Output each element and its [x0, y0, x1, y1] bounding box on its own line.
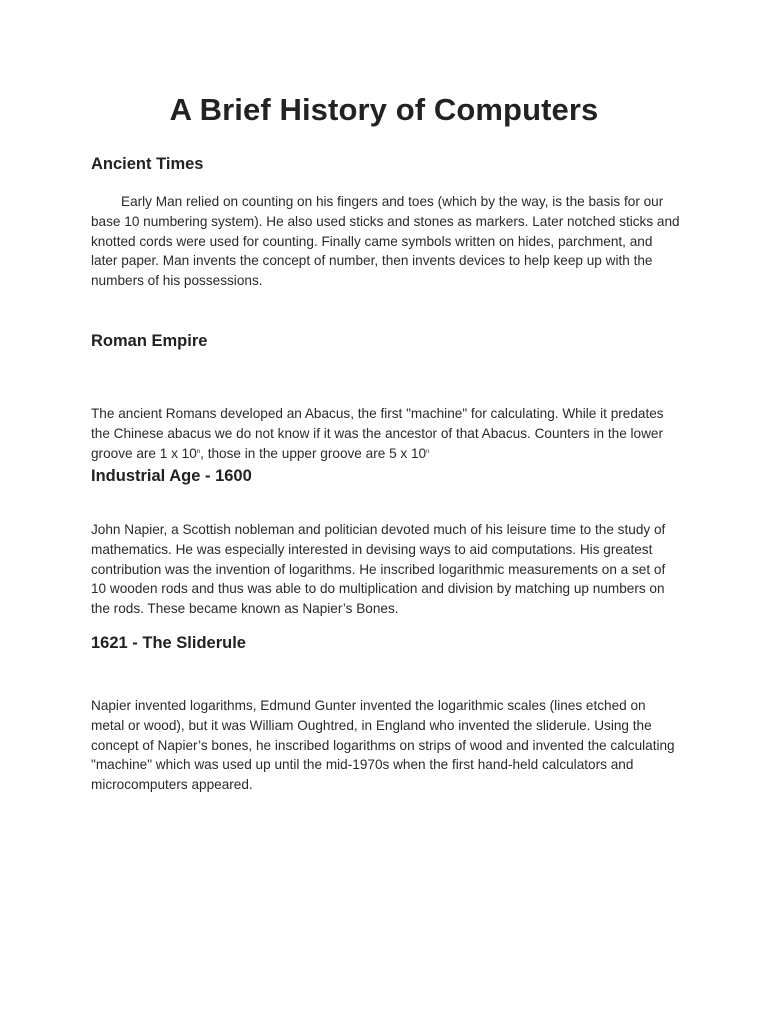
superscript-exponent: n [196, 448, 201, 455]
paragraph-roman-text-1: The ancient Romans developed an Abacus, the first "machine" for calculating. While it predates the Chinese abacus we do not know if it was the ancestor of that Abacus. Counters in the lower groove are 1 x 10 [91, 406, 664, 461]
heading-industrial-age: Industrial Age - 1600 [91, 467, 252, 485]
paragraph-sliderule: Napier invented logarithms, Edmund Gunter invented the logarithmic scales (lines etched on metal or wood), but it was William Oughtred, in England who invented the sliderule. Using the concept of Napier’s bones, he inscribed logarithms on strips of wood and invented the calculating "machine" which was used up until the mid-1970s when the first hand-held calculators and microcomputers appeared. [91, 698, 675, 793]
heading-roman-empire: Roman Empire [91, 332, 208, 350]
superscript-exponent: n [426, 448, 430, 455]
heading-sliderule: 1621 - The Sliderule [91, 634, 246, 652]
paragraph-ancient-times [91, 192, 681, 291]
paragraph-ancient-times-text: Early Man relied on counting on his fingers and toes (which by the way, is the basis for our base 10 numbering system). He also used sticks and stones as markers. Later notched sticks and knotted cords were used for counting. Finally came symbols written on hides, parchment, and later paper. Man invents the concept of number, then invents devices to help keep up with the numbers of his possessions. [91, 194, 680, 289]
heading-ancient-times: Ancient Times [91, 155, 204, 173]
page-title: A Brief History of Computers [169, 92, 599, 127]
paragraph-industrial-age: John Napier, a Scottish nobleman and politician devoted much of his leisure time to the study of mathematics. He was especially interested in devising ways to aid computations. His greatest contribution was the invention of logarithms. He inscribed logarithmic measurements on a set of 10 wooden rods and thus was able to do multiplication and division by matching up numbers on the rods. These became known as Napier’s Bones. [91, 522, 666, 617]
paragraph-roman-empire [91, 404, 681, 463]
paragraph-roman-text-2: , those in the upper groove are 5 x 10 [200, 445, 427, 461]
